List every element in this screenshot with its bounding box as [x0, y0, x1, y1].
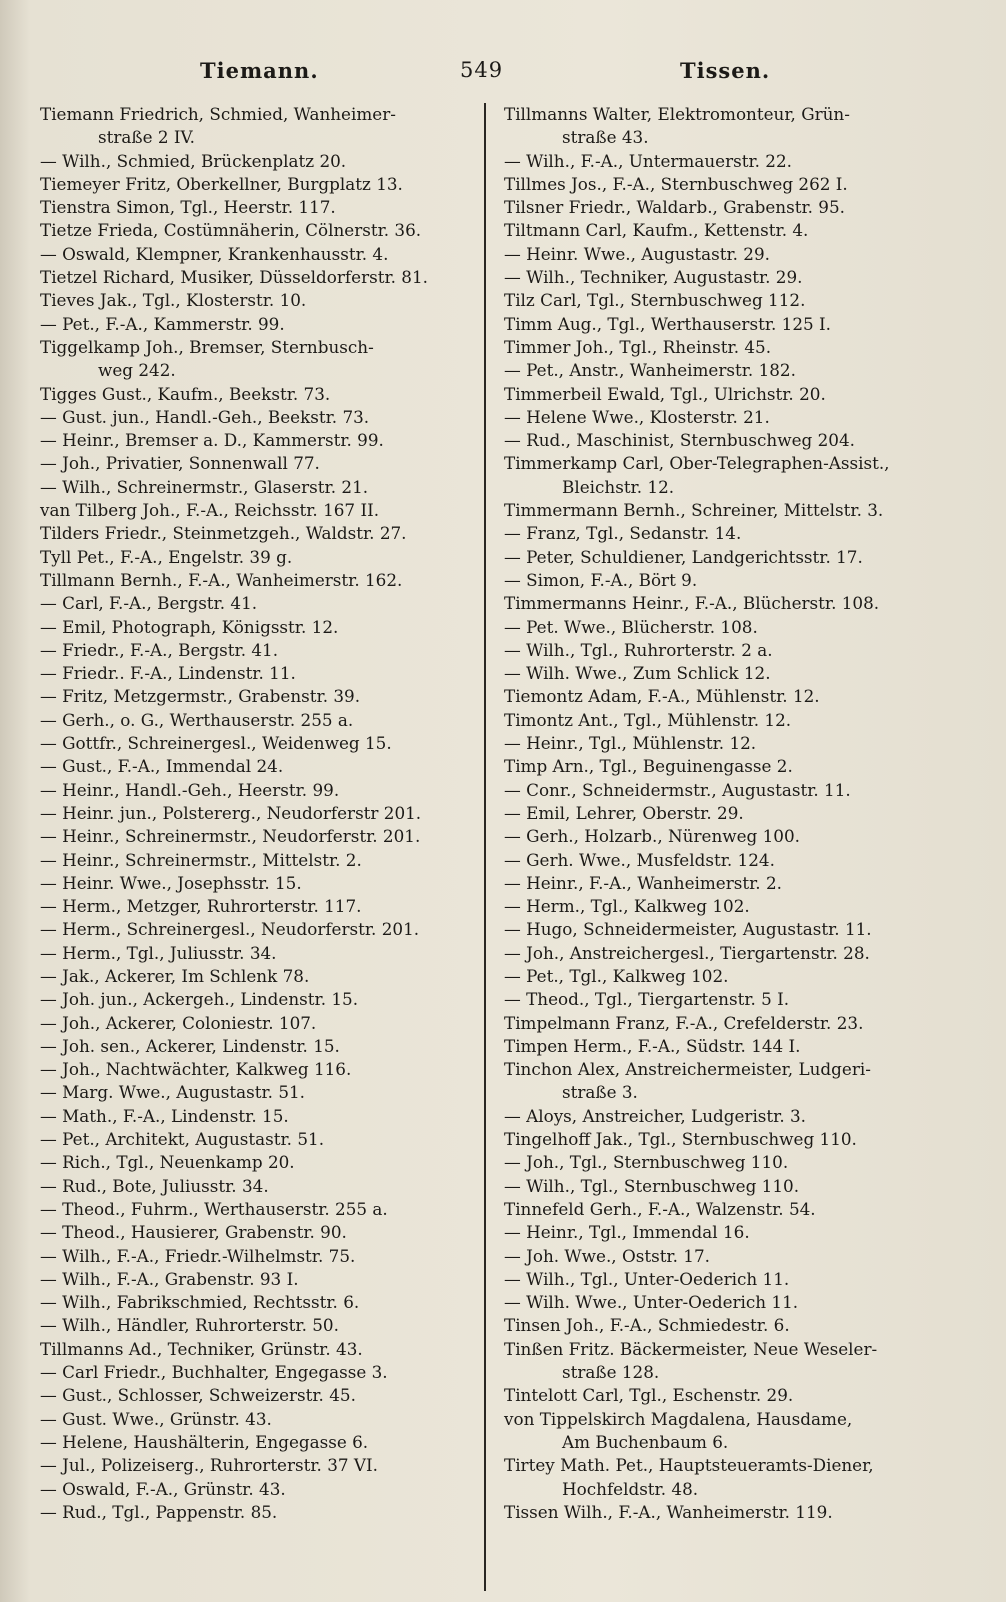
- directory-entry: — Rud., Bote, Juliusstr. 34.: [40, 1175, 269, 1196]
- directory-entry: — Heinr., Tgl., Mühlenstr. 12.: [504, 733, 757, 754]
- directory-entry: — Wilh., F.-A., Untermauerstr. 22.: [504, 150, 792, 171]
- directory-entry: Tirtey Math. Pet., Hauptsteueramts-Diener,: [504, 1455, 874, 1476]
- directory-entry: — Emil, Photograph, Königsstr. 12.: [40, 616, 339, 637]
- directory-entry: Timp Arn., Tgl., Beguinengasse 2.: [504, 756, 793, 777]
- directory-entry: — Theod., Fuhrm., Werthauserstr. 255 a.: [40, 1198, 388, 1219]
- directory-entry: — Wilh. Wwe., Unter-Oederich 11.: [504, 1292, 799, 1313]
- directory-entry: Tilz Carl, Tgl., Sternbuschweg 112.: [504, 290, 806, 311]
- column-divider: [484, 103, 486, 1591]
- directory-entry: Timpelmann Franz, F.-A., Crefelderstr. 23.: [504, 1012, 864, 1033]
- directory-entry: Tiemann Friedrich, Schmied, Wanheimer-: [40, 104, 396, 124]
- directory-entry: — Jak., Ackerer, Im Schlenk 78.: [40, 965, 310, 986]
- directory-entry: Tillmanns Walter, Elektromonteur, Grün-: [504, 104, 850, 124]
- directory-entry: — Wilh., F.-A., Grabenstr. 93 I.: [40, 1268, 299, 1289]
- directory-entry: Hochfeldstr. 48.: [562, 1478, 699, 1499]
- directory-entry: straße 43.: [562, 127, 649, 148]
- directory-entry: — Marg. Wwe., Augustastr. 51.: [40, 1082, 306, 1103]
- directory-entry: — Pet., F.-A., Kammerstr. 99.: [40, 313, 285, 334]
- directory-entry: — Gerh. Wwe., Musfeldstr. 124.: [504, 849, 775, 870]
- directory-entry: Tinchon Alex, Anstreichermeister, Ludgeri-: [504, 1059, 871, 1080]
- directory-entry: — Heinr., Schreinermstr., Neudorferstr. 201.: [40, 826, 421, 847]
- directory-entry: — Wilh. Wwe., Zum Schlick 12.: [504, 663, 771, 684]
- directory-entry: — Friedr., F.-A., Bergstr. 41.: [40, 639, 279, 660]
- directory-entry: — Heinr., Bremser a. D., Kammerstr. 99.: [40, 430, 384, 451]
- directory-entry: Tilders Friedr., Steinmetzgeh., Waldstr. 27.: [40, 523, 407, 544]
- directory-entry: — Joh., Anstreichergesl., Tiergartenstr. 28.: [504, 942, 870, 963]
- directory-entry: — Math., F.-A., Lindenstr. 15.: [40, 1105, 289, 1126]
- directory-entry: — Pet. Wwe., Blücherstr. 108.: [504, 616, 758, 637]
- directory-entry: — Joh., Ackerer, Coloniestr. 107.: [40, 1012, 317, 1033]
- directory-entry: Tyll Pet., F.-A., Engelstr. 39 g.: [40, 546, 293, 567]
- directory-entry: — Joh. jun., Ackergeh., Lindenstr. 15.: [40, 989, 359, 1010]
- directory-entry: — Rud., Tgl., Pappenstr. 85.: [40, 1501, 278, 1522]
- directory-entry: straße 3.: [562, 1082, 638, 1103]
- directory-entry: Tiggelkamp Joh., Bremser, Sternbusch-: [40, 336, 374, 357]
- directory-entry: — Aloys, Anstreicher, Ludgeristr. 3.: [504, 1105, 807, 1126]
- directory-entry: — Wilh., F.-A., Friedr.-Wilhelmstr. 75.: [40, 1245, 356, 1266]
- directory-entry: Tissen Wilh., F.-A., Wanheimerstr. 119.: [504, 1501, 833, 1522]
- directory-entry: — Joh., Nachtwächter, Kalkweg 116.: [40, 1059, 352, 1080]
- left-column: [40, 103, 480, 1524]
- directory-entry: — Hugo, Schneidermeister, Augustastr. 11.: [504, 919, 872, 940]
- directory-entry: — Carl Friedr., Buchhalter, Engegasse 3.: [40, 1362, 388, 1383]
- directory-entry: — Oswald, F.-A., Grünstr. 43.: [40, 1478, 286, 1499]
- directory-entry: — Oswald, Klempner, Krankenhausstr. 4.: [40, 243, 389, 264]
- directory-entry: Tingelhoff Jak., Tgl., Sternbuschweg 110.: [504, 1129, 857, 1150]
- directory-entry: — Heinr., Tgl., Immendal 16.: [504, 1222, 750, 1243]
- directory-entry: — Wilh., Tgl., Ruhrorterstr. 2 a.: [504, 639, 773, 660]
- directory-entry: — Gust., F.-A., Immendal 24.: [40, 756, 284, 777]
- directory-entry: — Helene Wwe., Klosterstr. 21.: [504, 406, 770, 427]
- directory-entry: — Wilh., Händler, Ruhrorterstr. 50.: [40, 1315, 339, 1336]
- directory-entry: — Simon, F.-A., Bört 9.: [504, 569, 698, 590]
- directory-entry: — Wilh., Fabrikschmied, Rechtsstr. 6.: [40, 1292, 360, 1313]
- directory-entry: — Rich., Tgl., Neuenkamp 20.: [40, 1152, 295, 1173]
- directory-entry: Tillmes Jos., F.-A., Sternbuschweg 262 I.: [504, 173, 848, 194]
- directory-entry: — Conr., Schneidermstr., Augustastr. 11.: [504, 779, 851, 800]
- directory-entry: — Gust., Schlosser, Schweizerstr. 45.: [40, 1385, 356, 1406]
- directory-entry: — Emil, Lehrer, Oberstr. 29.: [504, 802, 744, 823]
- directory-entry: — Franz, Tgl., Sedanstr. 14.: [504, 523, 742, 544]
- directory-entry: — Gust. jun., Handl.-Geh., Beekstr. 73.: [40, 406, 370, 427]
- directory-entry: — Herm., Tgl., Juliusstr. 34.: [40, 942, 277, 963]
- page-header: [0, 58, 1006, 88]
- directory-entry: — Wilh., Techniker, Augustastr. 29.: [504, 267, 803, 288]
- directory-entry: Timmerkamp Carl, Ober-Telegraphen-Assist.,: [504, 453, 890, 474]
- directory-entry: Timmermanns Heinr., F.-A., Blücherstr. 108.: [504, 593, 880, 614]
- directory-entry: Tilsner Friedr., Waldarb., Grabenstr. 95.: [504, 197, 845, 218]
- directory-entry: — Herm., Schreinergesl., Neudorferstr. 201.: [40, 919, 420, 940]
- directory-entry: Tillmanns Ad., Techniker, Grünstr. 43.: [40, 1338, 363, 1359]
- directory-entry: Tintelott Carl, Tgl., Eschenstr. 29.: [504, 1385, 794, 1406]
- directory-entry: — Friedr.. F.-A., Lindenstr. 11.: [40, 663, 296, 684]
- directory-entry: Tillmann Bernh., F.-A., Wanheimerstr. 162.: [40, 569, 403, 590]
- directory-entry: Tinsen Joh., F.-A., Schmiedestr. 6.: [504, 1315, 790, 1336]
- directory-entry: — Peter, Schuldiener, Landgerichtsstr. 17.: [504, 546, 863, 567]
- directory-entry: straße 128.: [562, 1362, 660, 1383]
- directory-entry: — Gottfr., Schreinergesl., Weidenweg 15.: [40, 733, 392, 754]
- directory-entry: — Herm., Tgl., Kalkweg 102.: [504, 896, 750, 917]
- directory-entry: — Pet., Anstr., Wanheimerstr. 182.: [504, 360, 796, 381]
- directory-entry: Timpen Herm., F.-A., Südstr. 144 I.: [504, 1035, 801, 1056]
- directory-entry: Timm Aug., Tgl., Werthauserstr. 125 I.: [504, 313, 831, 334]
- directory-entry: — Joh. sen., Ackerer, Lindenstr. 15.: [40, 1035, 340, 1056]
- directory-entry: Tietze Frieda, Costümnäherin, Cölnerstr. 36.: [40, 220, 422, 241]
- directory-entry: — Carl, F.-A., Bergstr. 41.: [40, 593, 258, 614]
- directory-entry: Tiemontz Adam, F.-A., Mühlenstr. 12.: [504, 686, 820, 707]
- directory-entry: — Heinr. jun., Polstererg., Neudorferstr 201.: [40, 802, 422, 823]
- directory-entry: Tinnefeld Gerh., F.-A., Walzenstr. 54.: [504, 1198, 816, 1219]
- directory-entry: Timmerbeil Ewald, Tgl., Ulrichstr. 20.: [504, 383, 826, 404]
- header-right-keyword: Tissen.: [680, 58, 771, 83]
- directory-entry: — Gerh., Holzarb., Nürenweg 100.: [504, 826, 800, 847]
- directory-entry: — Heinr., F.-A., Wanheimerstr. 2.: [504, 872, 782, 893]
- directory-entry: straße 2 IV.: [98, 127, 196, 148]
- directory-entry: — Joh., Privatier, Sonnenwall 77.: [40, 453, 320, 474]
- directory-entry: — Heinr. Wwe., Augustastr. 29.: [504, 243, 770, 264]
- directory-entry: Tiltmann Carl, Kaufm., Kettenstr. 4.: [504, 220, 809, 241]
- directory-entry: — Theod., Hausierer, Grabenstr. 90.: [40, 1222, 347, 1243]
- directory-entry: Timmer Joh., Tgl., Rheinstr. 45.: [504, 336, 772, 357]
- directory-entry: — Wilh., Schmied, Brückenplatz 20.: [40, 150, 347, 171]
- directory-entry: — Heinr., Schreinermstr., Mittelstr. 2.: [40, 849, 362, 870]
- directory-entry: van Tilberg Joh., F.-A., Reichsstr. 167 II.: [40, 500, 380, 521]
- directory-entry: von Tippelskirch Magdalena, Hausdame,: [504, 1408, 853, 1429]
- directory-entry: Tiemeyer Fritz, Oberkellner, Burgplatz 13.: [40, 173, 403, 194]
- directory-entry: Timontz Ant., Tgl., Mühlenstr. 12.: [504, 709, 792, 730]
- directory-entry: Tieves Jak., Tgl., Klosterstr. 10.: [40, 290, 307, 311]
- directory-entry: Tietzel Richard, Musiker, Düsseldorferstr. 81.: [40, 267, 428, 288]
- directory-entry: — Gerh., o. G., Werthauserstr. 255 a.: [40, 709, 354, 730]
- directory-entry: Tigges Gust., Kaufm., Beekstr. 73.: [40, 383, 331, 404]
- directory-entry: — Heinr., Handl.-Geh., Heerstr. 99.: [40, 779, 340, 800]
- directory-entry: — Wilh., Tgl., Sternbuschweg 110.: [504, 1175, 800, 1196]
- directory-entry: — Wilh., Tgl., Unter-Oederich 11.: [504, 1268, 790, 1289]
- directory-entry: — Rud., Maschinist, Sternbuschweg 204.: [504, 430, 855, 451]
- directory-entry: — Heinr. Wwe., Josephsstr. 15.: [40, 872, 302, 893]
- directory-entry: — Helene, Haushälterin, Engegasse 6.: [40, 1431, 369, 1452]
- directory-entry: — Pet., Architekt, Augustastr. 51.: [40, 1129, 325, 1150]
- page-number: 549: [460, 58, 504, 82]
- directory-entry: Tinßen Fritz. Bäckermeister, Neue Weseler-: [504, 1338, 878, 1359]
- directory-entry: Am Buchenbaum 6.: [562, 1431, 729, 1452]
- directory-entry: — Fritz, Metzgermstr., Grabenstr. 39.: [40, 686, 361, 707]
- directory-entry: Tienstra Simon, Tgl., Heerstr. 117.: [40, 197, 336, 218]
- directory-entry: — Theod., Tgl., Tiergartenstr. 5 I.: [504, 989, 790, 1010]
- directory-entry: Timmermann Bernh., Schreiner, Mittelstr. 3.: [504, 500, 884, 521]
- directory-entry: — Jul., Polizeiserg., Ruhrorterstr. 37 VI.: [40, 1455, 378, 1476]
- directory-entry: weg 242.: [98, 360, 176, 381]
- header-left-keyword: Tiemann.: [200, 58, 319, 83]
- directory-entry: — Herm., Metzger, Ruhrorterstr. 117.: [40, 896, 362, 917]
- directory-entry: — Joh., Tgl., Sternbuschweg 110.: [504, 1152, 789, 1173]
- directory-entry: — Pet., Tgl., Kalkweg 102.: [504, 965, 729, 986]
- directory-entry: — Wilh., Schreinermstr., Glaserstr. 21.: [40, 476, 369, 497]
- right-column: [504, 103, 986, 1524]
- directory-entry: — Joh. Wwe., Oststr. 17.: [504, 1245, 710, 1266]
- directory-entry: — Gust. Wwe., Grünstr. 43.: [40, 1408, 272, 1429]
- directory-entry: Bleichstr. 12.: [562, 476, 675, 497]
